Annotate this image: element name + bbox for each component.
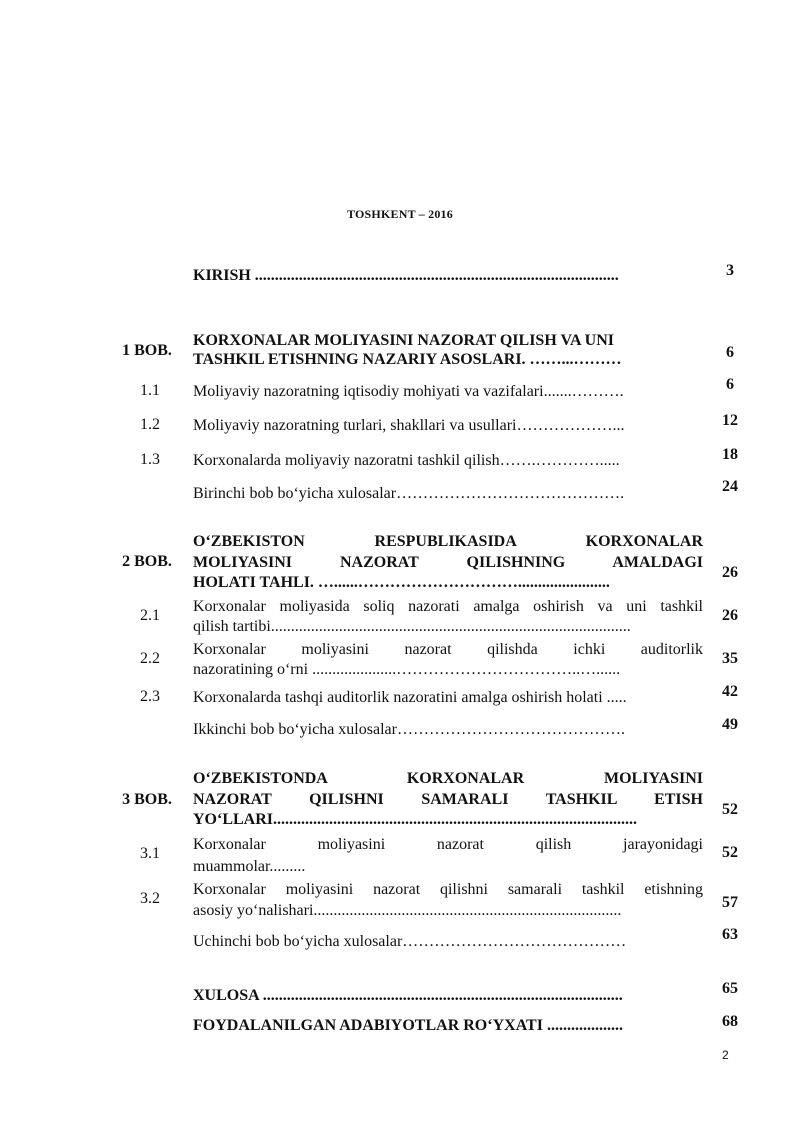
section-1-3-title: Korxonalarda moliyaviy nazoratni tashkil qilish…….…………..... — [193, 452, 620, 469]
section-2-3-title: Korxonalarda tashqi auditorlik nazoratini amalga oshirish holati ..... — [193, 689, 627, 706]
chapter-2-title-line2: MOLIYASINI NAZORAT QILISHNING AMALDAGI — [193, 554, 703, 571]
chapter-1-page: 6 — [726, 344, 734, 361]
toc-intro-title: KIRISH ........................................................................................... — [193, 267, 619, 284]
section-2-1-title-line2: qilish tartibi.......................................................................................... — [193, 618, 631, 635]
chapter-2-title-line3: HOLATI TAHLI. …......…………………………....................... — [193, 574, 610, 591]
chapter-3-summary-title: Uchinchi bob bo‘yicha xulosalar…………………………………… — [193, 933, 627, 950]
toc-references-page: 68 — [722, 1013, 738, 1030]
section-2-1-title-line1: Korxonalar moliyasida soliq nazorati amalga oshirish va uni tashkil — [193, 598, 703, 615]
chapter-2-page: 26 — [722, 564, 738, 581]
city-year-heading: TOSHKENT – 2016 — [347, 207, 453, 221]
section-1-1-title: Moliyaviy nazoratning iqtisodiy mohiyati va vazifalari.......………. — [193, 383, 624, 400]
section-3-1-title-line1: Korxonalar moliyasini nazorat qilish jarayonidagi — [193, 836, 703, 853]
chapter-2-summary-page: 49 — [722, 716, 738, 733]
section-3-2-title-line2: asosiy yo‘nalishari............................................................................. — [193, 902, 622, 919]
section-3-2-title-line1: Korxonalar moliyasini nazorat qilishni samarali tashkil etishning — [193, 881, 703, 898]
section-1-3-page: 18 — [722, 446, 738, 463]
section-3-2-number: 3.2 — [140, 890, 160, 907]
section-1-1-page: 6 — [726, 376, 734, 393]
chapter-1-summary-title: Birinchi bob bo‘yicha xulosalar……………………………………. — [193, 485, 625, 502]
section-2-2-title-line1: Korxonalar moliyasini nazorat qilishda ichki auditorlik — [193, 641, 703, 658]
chapter-1-title-line2: TASHKIL ETISHNING NAZARIY ASOSLARI. ……...……… — [193, 351, 622, 368]
section-1-2-number: 1.2 — [140, 416, 160, 433]
chapter-1-summary-page: 24 — [722, 478, 738, 495]
chapter-3-title-line2: NAZORAT QILISHNI SAMARALI TASHKIL ETISH — [193, 791, 703, 808]
section-1-3-number: 1.3 — [140, 451, 160, 468]
section-2-3-page: 42 — [722, 683, 738, 700]
toc-intro-page: 3 — [726, 262, 734, 279]
toc-conclusion-title: XULOSA .......................................................................................... — [193, 987, 623, 1004]
section-1-2-page: 12 — [722, 412, 738, 429]
toc-conclusion-page: 65 — [722, 980, 738, 997]
section-2-2-page: 35 — [722, 650, 738, 667]
chapter-3-label: 3 BOB. — [122, 791, 172, 808]
chapter-3-page: 52 — [722, 801, 738, 818]
chapter-3-summary-page: 63 — [722, 926, 738, 943]
chapter-3-title-line1: O‘ZBEKISTONDA KORXONALAR MOLIYASINI — [193, 770, 703, 787]
page-number: 2 — [722, 1048, 729, 1062]
section-2-1-number: 2.1 — [140, 607, 160, 624]
section-3-1-title-line2: muammolar......... — [193, 858, 306, 875]
section-2-2-number: 2.2 — [140, 650, 160, 667]
chapter-2-label: 2 BOB. — [122, 553, 172, 570]
section-2-2-title-line2: nazoratining o‘rni .....................……………………………..…...... — [193, 661, 621, 678]
section-3-1-number: 3.1 — [140, 845, 160, 862]
toc-references-title: FOYDALANILGAN ADABIYOTLAR RO‘YXATI ................... — [193, 1017, 623, 1034]
chapter-2-title-line1: O‘ZBEKISTON RESPUBLIKASIDA KORXONALAR — [193, 533, 703, 550]
section-1-1-number: 1.1 — [140, 382, 160, 399]
section-2-1-page: 26 — [722, 607, 738, 624]
section-3-1-page: 52 — [722, 844, 738, 861]
chapter-1-label: 1 BOB. — [122, 342, 172, 359]
chapter-3-title-line3: YO‘LLARI........................................................................................... — [193, 811, 638, 828]
section-2-3-number: 2.3 — [140, 688, 160, 705]
chapter-2-summary-title: Ikkinchi bob bo‘yicha xulosalar……………………………………. — [193, 721, 625, 738]
section-1-2-title: Moliyaviy nazoratning turlari, shakllari va usullari………………... — [193, 417, 625, 434]
section-3-2-page: 57 — [722, 894, 738, 911]
chapter-1-title-line1: KORXONALAR MOLIYASINI NAZORAT QILISH VA UNI — [193, 332, 614, 349]
